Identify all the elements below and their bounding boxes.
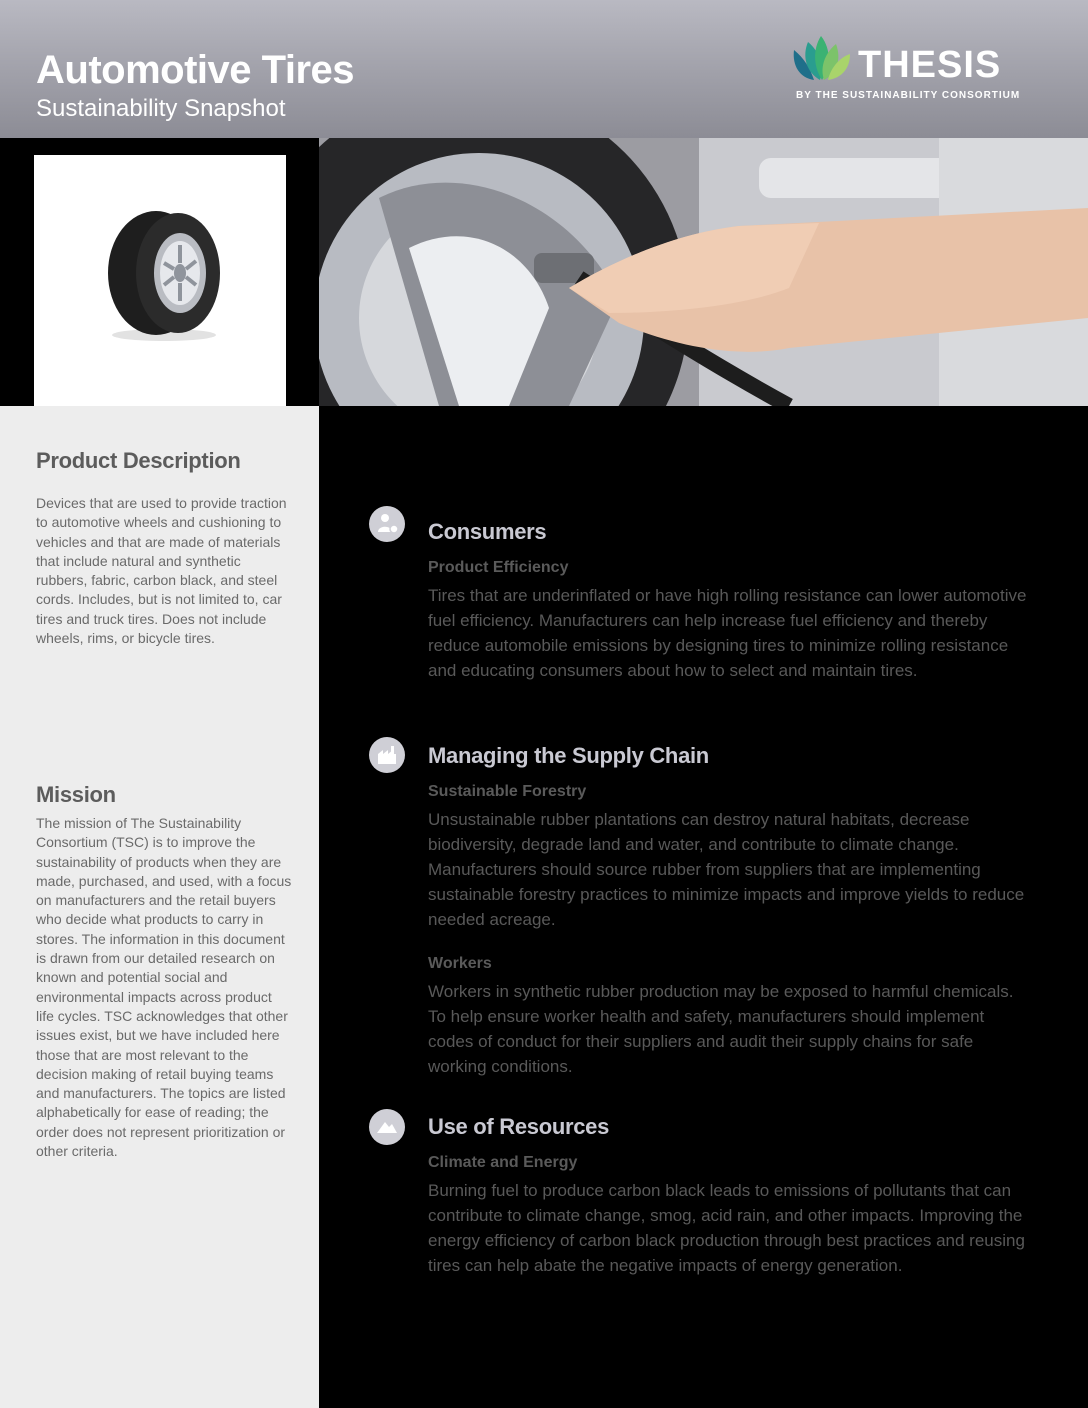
- logo-wordmark: THESIS: [858, 44, 1002, 86]
- topic-title-sustainable-forestry: Sustainable Forestry: [428, 783, 587, 800]
- topic-title-product-efficiency: Product Efficiency: [428, 559, 569, 576]
- topic-title-workers: Workers: [428, 955, 492, 972]
- page-title: Automotive Tires: [36, 48, 354, 92]
- mountain-icon: [369, 1109, 405, 1145]
- lotus-logo-icon: [790, 36, 852, 84]
- tire-icon: [94, 205, 234, 345]
- topic-title-climate-energy: Climate and Energy: [428, 1154, 578, 1171]
- impact-sections: [319, 406, 1088, 1408]
- section-title-supply-chain: Managing the Supply Chain: [428, 743, 709, 768]
- logo-tagline: BY THE SUSTAINABILITY CONSORTIUM: [796, 90, 1021, 101]
- product-description-text: Devices that are used to provide traction to automotive wheels and cushioning to vehicles and that are made of materials that include natural and synthetic rubbers, fabric, carbon black, and steel cords. Includes, but is not limited to, car tires and truck tires. Does not include wheels, rims, or bicycle tires.: [36, 495, 287, 647]
- page-header: [0, 0, 1088, 138]
- factory-icon: [369, 737, 405, 773]
- tire-product-image: [34, 155, 286, 406]
- topic-body-climate-energy: Burning fuel to produce carbon black leads to emissions of pollutants that can contribute to climate change, smog, acid rain, and other impacts. Improving the energy efficiency of carbon black production through best practices and reusing tires can help abate the negative impacts of energy generation.: [428, 1181, 1025, 1275]
- tire-inflation-photo: [319, 138, 1088, 406]
- image-row: [0, 138, 1088, 406]
- left-sidebar: [0, 406, 319, 1408]
- section-title-consumers: Consumers: [428, 519, 547, 544]
- mission-text: The mission of The Sustainability Consortium (TSC) is to improve the sustainability of products when they are made, purchased, and used, with a focus on manufacturers and the retail buyers who decide what products to carry in stores. The information in this document is drawn from our detailed research on known and potential social and environmental impacts across product life cycles. TSC acknowledges that other issues exist, but we have included here those that are most relevant to the decision making of retail buying teams and manufacturers. The topics are listed alphabetically for ease of reading; the order does not represent prioritization or other criteria.: [36, 815, 292, 1160]
- mission-heading: Mission: [36, 782, 116, 807]
- topic-body-workers: Workers in synthetic rubber production may be exposed to harmful chemicals. To help ensure worker health and safety, manufacturers should implement codes of conduct for their suppliers and audit their supply chains for safe working conditions.: [428, 982, 1014, 1076]
- topic-body-product-efficiency: Tires that are underinflated or have high rolling resistance can lower automotive fuel efficiency. Manufacturers can help increase fuel efficiency and thereby reduce automobile emissions by designing tires to minimize rolling resistance and educating consumers about how to select and maintain tires.: [428, 586, 1027, 680]
- thesis-logo: [790, 36, 1030, 106]
- topic-body-sustainable-forestry: Unsustainable rubber plantations can destroy natural habitats, decrease biodiversity, degrade land and water, and contribute to climate change. Manufacturers should source rubber from suppliers that are implementing sustainable forestry practices to minimize impacts and improve yields to reduce needed acreage.: [428, 810, 1025, 929]
- section-title-use-of-resources: Use of Resources: [428, 1114, 610, 1139]
- consumer-icon: [369, 506, 405, 542]
- product-description-heading: Product Description: [36, 448, 241, 473]
- page-subtitle: Sustainability Snapshot: [36, 95, 286, 122]
